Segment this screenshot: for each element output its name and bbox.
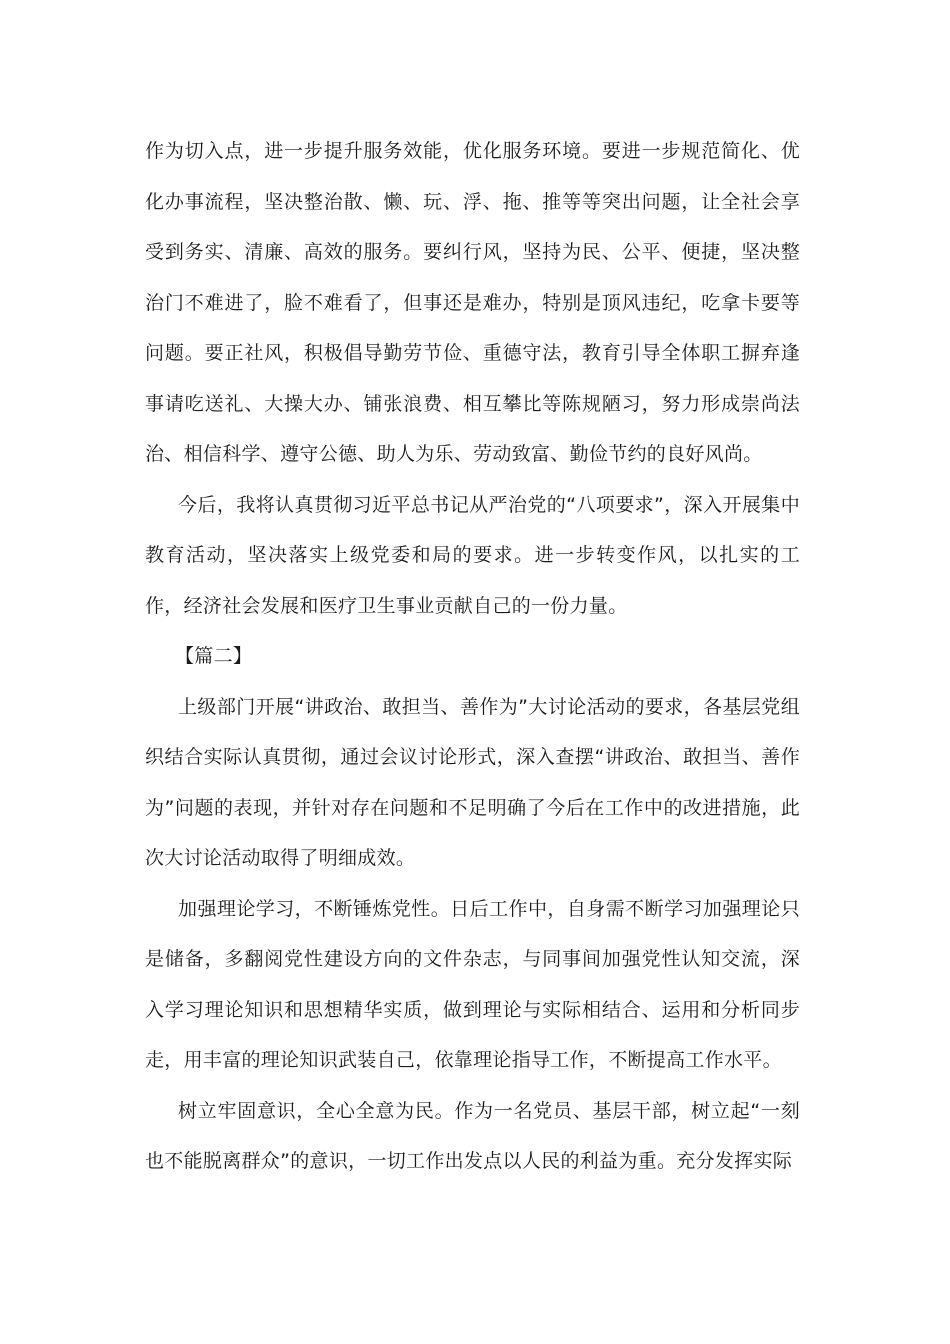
- section-heading: 【篇二】: [175, 645, 253, 667]
- paragraph-continuation: 作为切入点，进一步提升服务效能，优化服务环境。要进一步规范简化、优化办事流程，坚决整治散、懒、玩、浮、拖、推等等突出问题，让全社会享受到务实、清廉、高效的服务。要纠行风，坚持为民、公平、便捷，坚决整治门不难进了，脸不难看了，但事还是难办，特别是顶风违纪，吃拿卡要等问题。要正社风，积极倡导勤劳节俭、重德守法，教育引导全体职工摒弃逢事请吃送礼、大操大办、铺张浪费、相互攀比等陈规陋习，努力形成崇尚法治、相信科学、遵守公德、助人为乐、劳动致富、勤俭节约的良好风尚。: [145, 140, 800, 465]
- paragraph-serve-people: 树立牢固意识，全心全意为民。作为一名党员、基层干部，树立起“一刻也不能脱离群众”的意识，一切工作出发点以人民的利益为重。充分发挥实际: [145, 1099, 800, 1172]
- paragraph-intro: 上级部门开展“讲政治、敢担当、善作为”大讨论活动的要求，各基层党组织结合实际认真贯彻，通过会议讨论形式，深入查摆“讲政治、敢担当、善作为”问题的表现，并针对存在问题和不足明确了今后在工作中的改进措施，此次大讨论活动取得了明细成效。: [145, 695, 800, 869]
- document-body: [145, 126, 800, 1187]
- paragraph-conclusion: 今后，我将认真贯彻习近平总书记从严治党的“八项要求”，深入开展集中教育活动，坚决落实上级党委和局的要求。进一步转变作风，以扎实的工作，经济社会发展和医疗卫生事业贡献自己的一份力量。: [145, 493, 800, 617]
- paragraph-theory-study: 加强理论学习，不断锤炼党性。日后工作中，自身需不断学习加强理论只是储备，多翻阅党性建设方向的文件杂志，与同事间加强党性认知交流，深入学习理论知识和思想精华实质，做到理论与实际相结合、运用和分析同步走，用丰富的理论知识武装自己，依靠理论指导工作，不断提高工作水平。: [145, 897, 800, 1071]
